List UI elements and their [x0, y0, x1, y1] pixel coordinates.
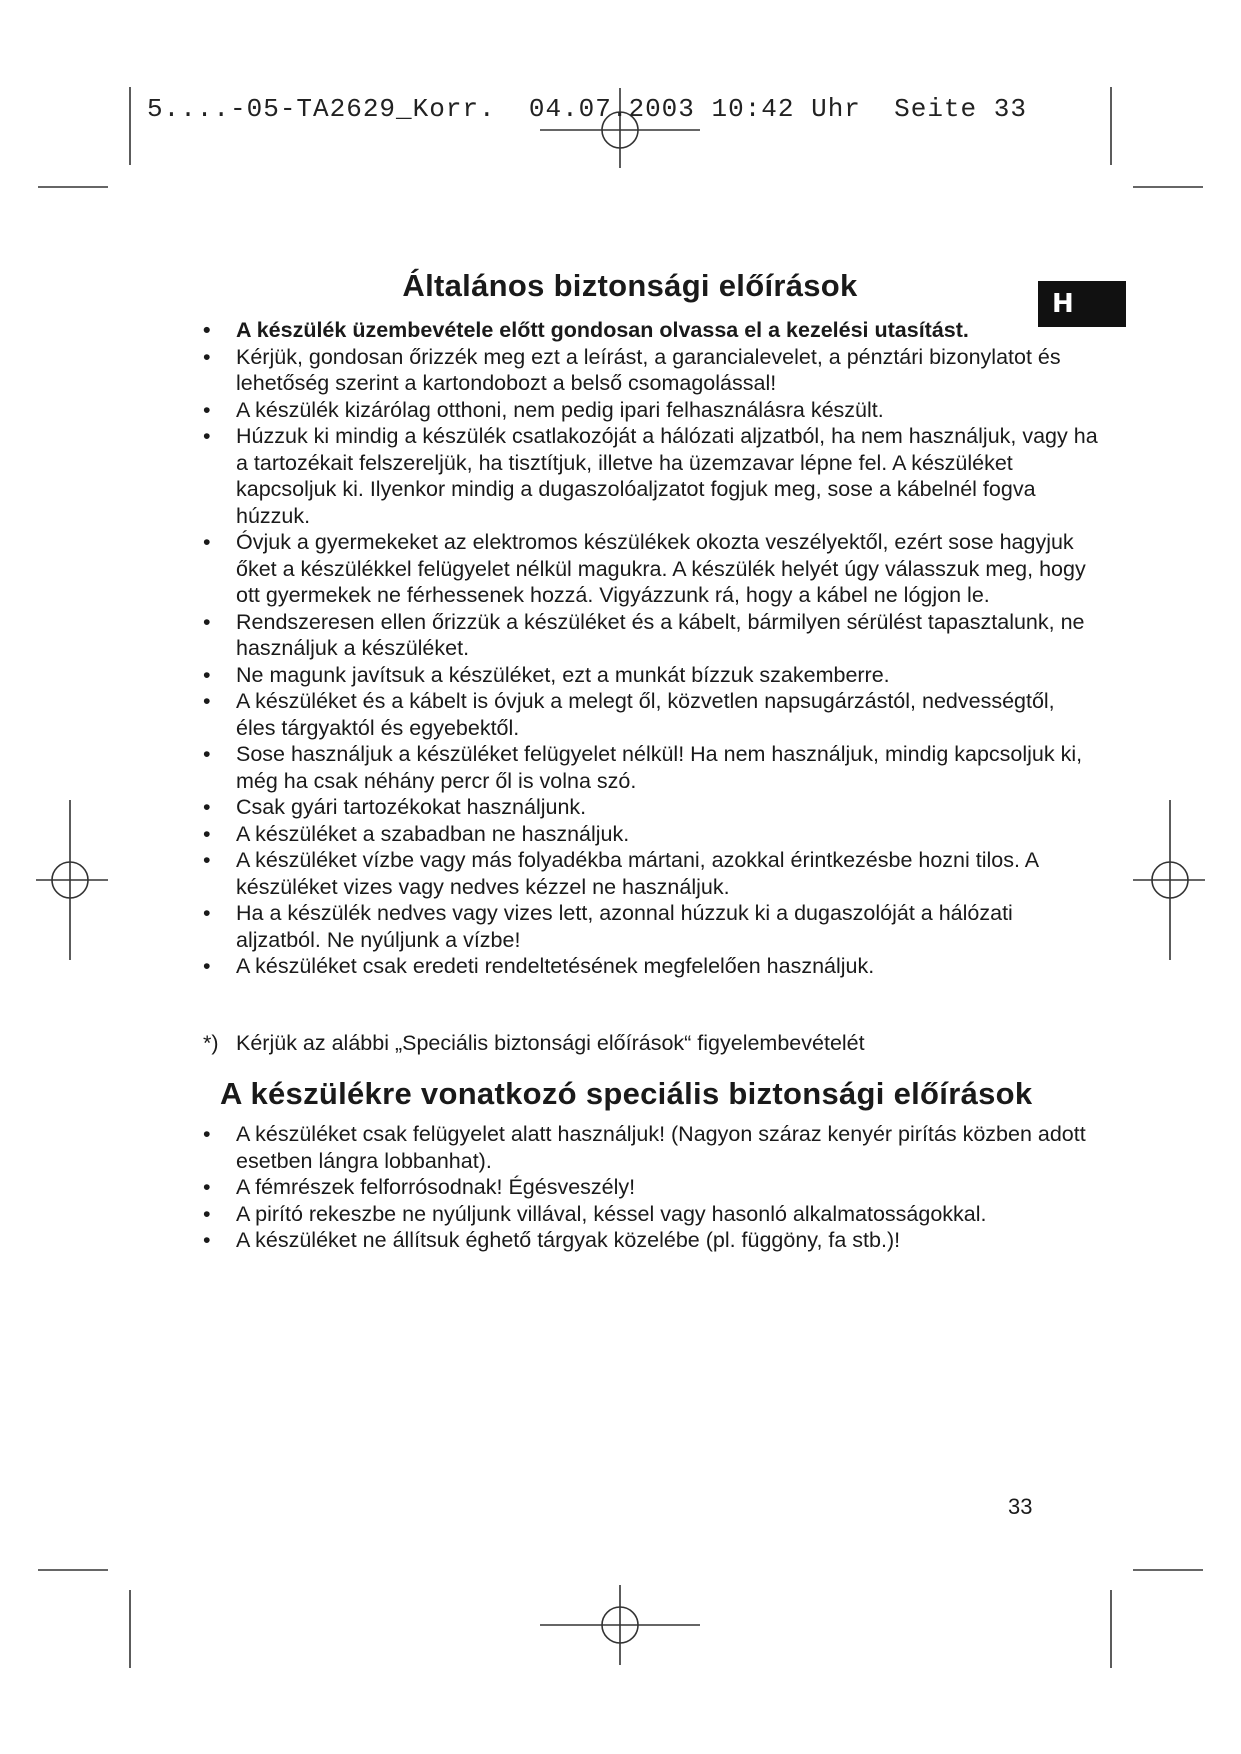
page-number: 33 — [1008, 1494, 1033, 1519]
section-1-title: Általános biztonsági előírások — [402, 268, 858, 303]
list-item: • A fémrészek felforrósodnak! Égésveszély! — [203, 1175, 636, 1199]
bullet-icon: • — [203, 1228, 211, 1252]
general-safety-list — [200, 317, 1100, 980]
bullet-icon: • — [203, 530, 211, 554]
bullet-icon: • — [203, 424, 211, 448]
bullet-icon: • — [203, 609, 211, 634]
bullet-icon: • — [203, 954, 211, 978]
bullet-icon: • — [203, 901, 211, 925]
list-item: • Ne magunk javítsuk a készüléket, ezt a munkát bízzuk szakemberre. — [203, 662, 890, 687]
list-item: • A készüléket vízbe vagy más folyadékba mártani, azokkal érintkezésbe hozni tilos. A készüléket vizes vagy nedves kézzel ne használjuk. — [203, 848, 1038, 899]
footnote-text: Kérjük az alábbi „Speciális biztonsági előírások“ figyelembevételét — [236, 1031, 865, 1055]
list-item: • A készülék üzembevétele előtt gondosan olvassa el a kezelési utasítást. — [203, 318, 969, 342]
print-slug: 5....-05-TA2629_Korr. 04.07.2003 10:42 Uhr Seite 33 — [147, 94, 1027, 124]
bullet-icon: • — [203, 318, 211, 342]
bullet-icon: • — [203, 742, 211, 766]
list-item: • A készüléket ne állítsuk éghető tárgyak közelébe (pl. függöny, fa stb.)! — [203, 1228, 901, 1252]
list-item: • Rendszeresen ellen őrizzük a készüléket és a kábelt, bármilyen sérülést tapasztalunk, ne használjuk a készüléket. — [203, 609, 1085, 660]
section-2-title: A készülékre vonatkozó speciális biztonsági előírások — [220, 1076, 1033, 1111]
list-item: • A készüléket és a kábelt is óvjuk a melegt ől, közvetlen napsugárzástól, nedvességtől, éles tárgyaktól és egyebektől. — [203, 689, 1055, 740]
list-item: • A készüléket csak eredeti rendeltetésének megfelelően használjuk. — [203, 954, 875, 978]
registration-mark-bottom — [540, 1585, 700, 1665]
language-tab: H — [1038, 281, 1126, 327]
footnote — [203, 1030, 865, 1057]
bullet-icon: • — [203, 662, 211, 687]
list-item: • Kérjük, gondosan őrizzék meg ezt a leírást, a garancialevelet, a pénztári bizonylatot és lehetőség szerint a kartondobozt a belső csomagolással! — [203, 344, 1061, 395]
bullet-icon: • — [203, 397, 211, 422]
bullet-icon: • — [203, 848, 211, 872]
bullet-icon: • — [203, 795, 211, 819]
registration-mark-right — [1133, 800, 1205, 960]
list-item: • A pirító rekeszbe ne nyúljunk villával, késsel vagy hasonló alkalmatosságokkal. — [203, 1201, 987, 1226]
bullet-icon: • — [203, 344, 211, 369]
list-item: • A készülék kizárólag otthoni, nem pedig ipari felhasználásra készült. — [203, 397, 884, 422]
bullet-icon: • — [203, 1175, 211, 1199]
bullet-icon: • — [203, 1122, 211, 1146]
list-item: • Óvjuk a gyermekeket az elektromos készülékek okozta veszélyektől, ezért sose hagyjuk őket a készülékkel felügyelet nélkül magukra. A készülék helyét úgy válasszuk meg, hogy ott gyermekek ne férhessenek hozzá. Vigyázzunk rá, hogy a kábel ne lógjon le. — [203, 530, 1086, 607]
list-item: • Húzzuk ki mindig a készülék csatlakozóját a hálózati aljzatból, ha nem használjuk, vagy ha a tartozékait felszereljük, ha tisztítjuk, illetve ha üzemzavar lépne fel. A készüléket kapcsoljuk ki. Ilyenkor mindig a dugaszolóaljzatot fogjuk meg, sose a kábelnél fogva húzzuk. — [203, 424, 1098, 528]
bullet-icon: • — [203, 1201, 211, 1226]
bullet-icon: • — [203, 821, 211, 846]
footnote-mark: *) — [203, 1031, 219, 1055]
list-item: • A készüléket a szabadban ne használjuk. — [203, 821, 630, 846]
registration-mark-left — [36, 800, 108, 960]
list-item: • Csak gyári tartozékokat használjunk. — [203, 795, 587, 819]
bullet-icon: • — [203, 689, 211, 713]
special-safety-list — [200, 1121, 1100, 1254]
list-item: • A készüléket csak felügyelet alatt használjuk! (Nagyon száraz kenyér pirítás közben adott esetben lángra lobbanhat). — [203, 1122, 1086, 1173]
list-item: • Sose használjuk a készüléket felügyelet nélkül! Ha nem használjuk, mindig kapcsoljuk ki, még ha csak néhány percr ől is volna szó. — [203, 742, 1083, 793]
list-item: • Ha a készülék nedves vagy vizes lett, azonnal húzzuk ki a dugaszolóját a hálózati aljzatból. Ne nyúljunk a vízbe! — [203, 901, 1013, 952]
